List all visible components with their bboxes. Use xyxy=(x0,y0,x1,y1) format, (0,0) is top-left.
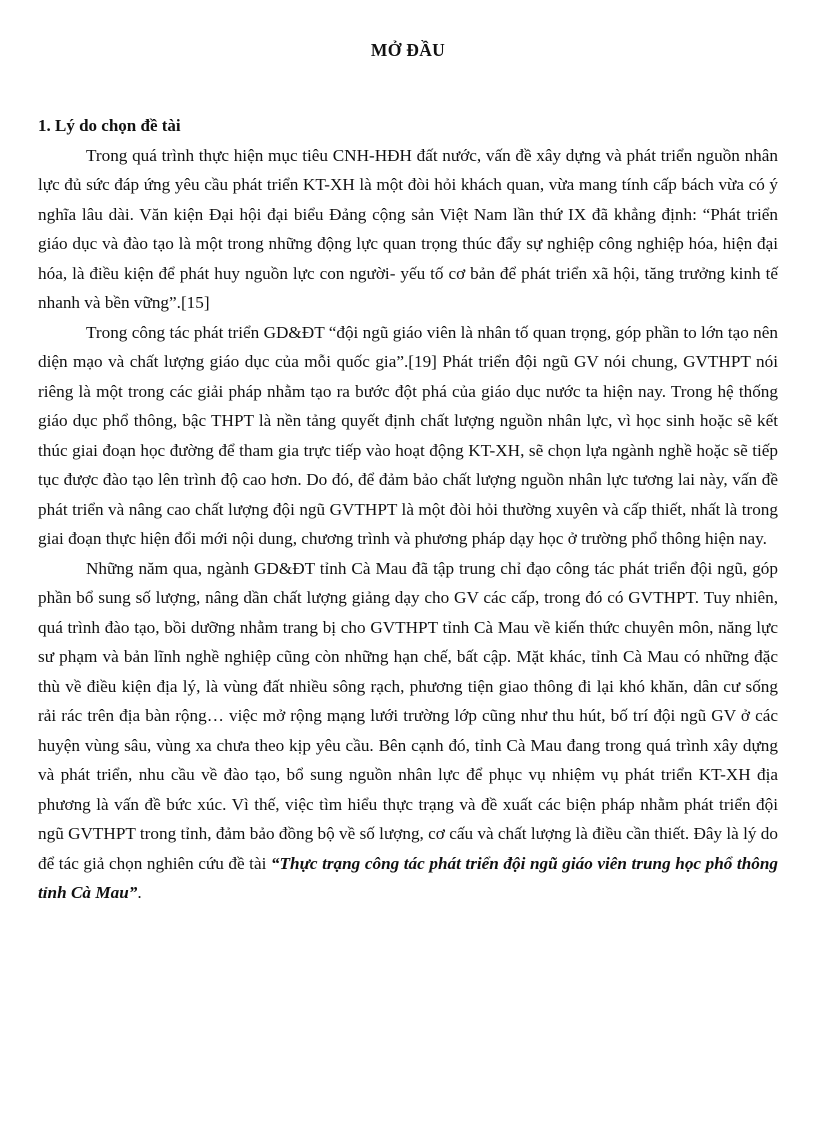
paragraph-1: Trong quá trình thực hiện mục tiêu CNH-HĐH đất nước, vấn đề xây dựng và phát triển nguồn nhân lực đủ sức đáp ứng yêu cầu phát triển KT-XH là một đòi hỏi khách quan, vừa mang tính cấp bách vừa có ý nghĩa lâu dài. Văn kiện Đại hội đại biểu Đảng cộng sản Việt Nam lần thứ IX đã khẳng định: “Phát triển giáo dục và đào tạo là một trong những động lực quan trọng thúc đẩy sự nghiệp công nghiệp hóa, hiện đại hóa, là điều kiện để phát huy nguồn lực con người- yếu tố cơ bản để phát triển xã hội, tăng trưởng kinh tế nhanh và bền vững”.[15] xyxy=(38,145,778,312)
thesis-topic-title: “Thực trạng công tác phát triển đội ngũ giáo viên trung học phổ thông tỉnh Cà Mau” xyxy=(38,853,778,902)
section-reason xyxy=(38,111,778,908)
paragraph-3 xyxy=(38,554,778,908)
page-title: MỞ ĐẦU xyxy=(370,40,446,60)
paragraph-3-text: Những năm qua, ngành GD&ĐT tỉnh Cà Mau đã tập trung chỉ đạo công tác phát triển đội ngũ, góp phần bổ sung số lượng, nâng dần chất lượng giảng dạy cho GV các cấp, trong đó có GVTHPT. Tuy nhiên, quá trình đào tạo, bồi dưỡng nhằm trang bị cho GVTHPT tỉnh Cà Mau về kiến thức chuyên môn, năng lực sư phạm và bản lĩnh nghề nghiệp cũng còn những hạn chế, bất cập. Mặt khác, tỉnh Cà Mau có những đặc thù về điều kiện địa lý, là vùng đất nhiều sông rạch, phương tiện giao thông đi lại khó khăn, dân cư sống rải rác trên địa bàn rộng… việc mở rộng mạng lưới trường lớp cũng như thu hút, bố trí đội ngũ GV ở các huyện vùng sâu, vùng xa chưa theo kịp yêu cầu. Bên cạnh đó, tỉnh Cà Mau đang trong quá trình xây dựng và phát triển, nhu cầu về đào tạo, bổ sung nguồn nhân lực để phục vụ nhiệm vụ phát triển KT-XH địa phương là vấn đề bức xúc. Vì thế, việc tìm hiểu thực trạng và đề xuất các biện pháp nhằm phát triển đội ngũ GVTHPT trong tỉnh, đảm bảo đồng bộ về số lượng, cơ cấu và chất lượng là điều cần thiết. Đây là lý do để tác giả chọn nghiên cứu đề tài xyxy=(38,558,778,873)
section-heading: 1. Lý do chọn đề tài xyxy=(38,116,181,135)
paragraph-2: Trong công tác phát triển GD&ĐT “đội ngũ giáo viên là nhân tố quan trọng, góp phần to lớn tạo nên diện mạo và chất lượng giáo dục của mỗi quốc gia”.[19] Phát triển đội ngũ GV nói chung, GVTHPT nói riêng là một trong các giải pháp nhằm tạo ra bước đột phá của giáo dục nước ta hiện nay. Trong hệ thống giáo dục phổ thông, bậc THPT là nền tảng quyết định chất lượng nguồn nhân lực, vì học sinh hoặc sẽ kết thúc giai đoạn học đường để tham gia trực tiếp vào hoạt động KT-XH, sẽ chọn lựa ngành nghề hoặc sẽ tiếp tục được đào tạo lên trình độ cao hơn. Do đó, để đảm bảo chất lượng nguồn nhân lực tương lai này, vấn đề phát triển và nâng cao chất lượng đội ngũ GVTHPT là một đòi hỏi thường xuyên và cấp thiết, nhất là trong giai đoạn thực hiện đổi mới nội dung, chương trình và phương pháp dạy học ở trường phổ thông hiện nay. xyxy=(38,322,778,548)
paragraph-3-end: . xyxy=(137,883,142,902)
